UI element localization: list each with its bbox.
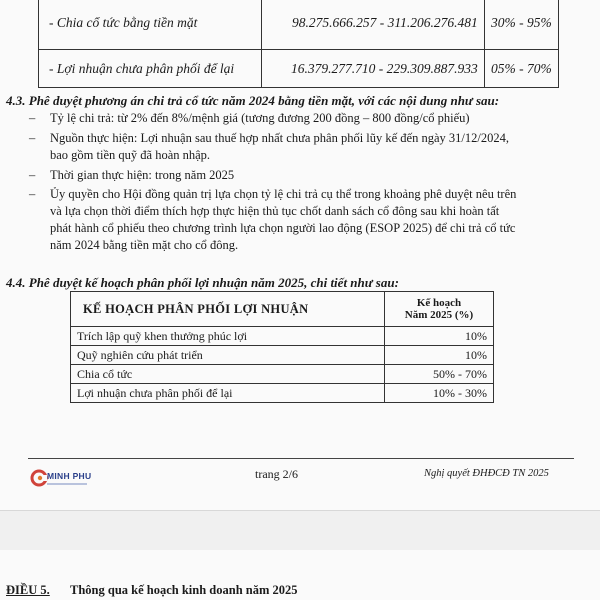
table-row [71, 327, 494, 346]
profit-plan-table [70, 291, 494, 403]
row-label: - Lợi nhuận chưa phân phối để lại [39, 50, 262, 88]
bullet-dash: – [29, 168, 36, 182]
row-range: 16.379.277.710 - 229.309.887.933 [262, 50, 484, 88]
row-label: Chia cổ tức [71, 365, 385, 384]
list-item: Tỷ lệ chi trả: từ 2% đến 8%/mệnh giá (tương đương 200 đồng – 800 đồng/cổ phiếu) [50, 111, 470, 125]
list-item: Ủy quyền cho Hội đồng quản trị lựa chọn tỷ lệ chi trả cụ thể trong khoảng phê duyệt nêu trên và lựa chọn thời điểm thích hợp thực hiện thủ tục chốt danh sách cổ đông sau khi hoàn tất phát hành cổ phiếu theo chương trình lựa chọn người lao động (ESOP 2025) để chi trả cổ tức năm 2024 bằng tiền mặt cho cổ đông. [50, 187, 517, 252]
article-number: ĐIỀU 5. [6, 583, 50, 597]
document-reference: Nghị quyết ĐHĐCĐ TN 2025 [424, 468, 549, 479]
page-gap [0, 510, 600, 550]
dividend-range-table [38, 0, 559, 88]
table-row [39, 50, 559, 88]
row-percent: 30% - 95% [484, 0, 558, 50]
table-header-row [71, 292, 494, 327]
row-value: 50% - 70% [385, 365, 494, 384]
page-number: trang 2/6 [255, 467, 298, 481]
table-row [71, 346, 494, 365]
table-header-title: KẾ HOẠCH PHÂN PHỐI LỢI NHUẬN [71, 292, 385, 327]
row-value: 10% [385, 327, 494, 346]
row-label: Trích lập quỹ khen thưởng phúc lợi [71, 327, 385, 346]
row-percent: 05% - 70% [484, 50, 558, 88]
bullet-dash: – [29, 111, 36, 125]
row-label: Quỹ nghiên cứu phát triển [71, 346, 385, 365]
row-label: - Chia cổ tức bằng tiền mặt [39, 0, 262, 50]
row-label: Lợi nhuận chưa phân phối để lại [71, 384, 385, 403]
row-range: 98.275.666.257 - 311.206.276.481 [262, 0, 484, 50]
footer-divider [28, 458, 574, 459]
table-row [39, 0, 559, 50]
table-row [71, 384, 494, 403]
list-item: Nguồn thực hiện: Lợi nhuận sau thuế hợp nhất chưa phân phối lũy kế đến ngày 31/12/2024, bao gồm tiền quỹ đã hoàn nhập. [50, 131, 509, 162]
bullet-dash: – [29, 187, 36, 201]
row-value: 10% [385, 346, 494, 365]
logo-text: MINH PHU [47, 471, 92, 481]
list-item: Thời gian thực hiện: trong năm 2025 [50, 168, 235, 182]
section-4-4-heading: 4.4. Phê duyệt kế hoạch phân phối lợi nhuận năm 2025, chi tiết như sau: [6, 275, 399, 290]
company-logo [30, 467, 110, 493]
bullet-dash: – [29, 131, 36, 145]
table-header-plan: Kế hoạch Năm 2025 (%) [385, 292, 494, 327]
article-title: Thông qua kế hoạch kinh doanh năm 2025 [70, 583, 298, 597]
table-row [71, 365, 494, 384]
logo-tagline [47, 483, 87, 485]
row-value: 10% - 30% [385, 384, 494, 403]
section-4-3-heading: 4.3. Phê duyệt phương án chi trả cổ tức năm 2024 bằng tiền mặt, với các nội dung như sau: [6, 93, 500, 108]
page-break [0, 510, 600, 511]
